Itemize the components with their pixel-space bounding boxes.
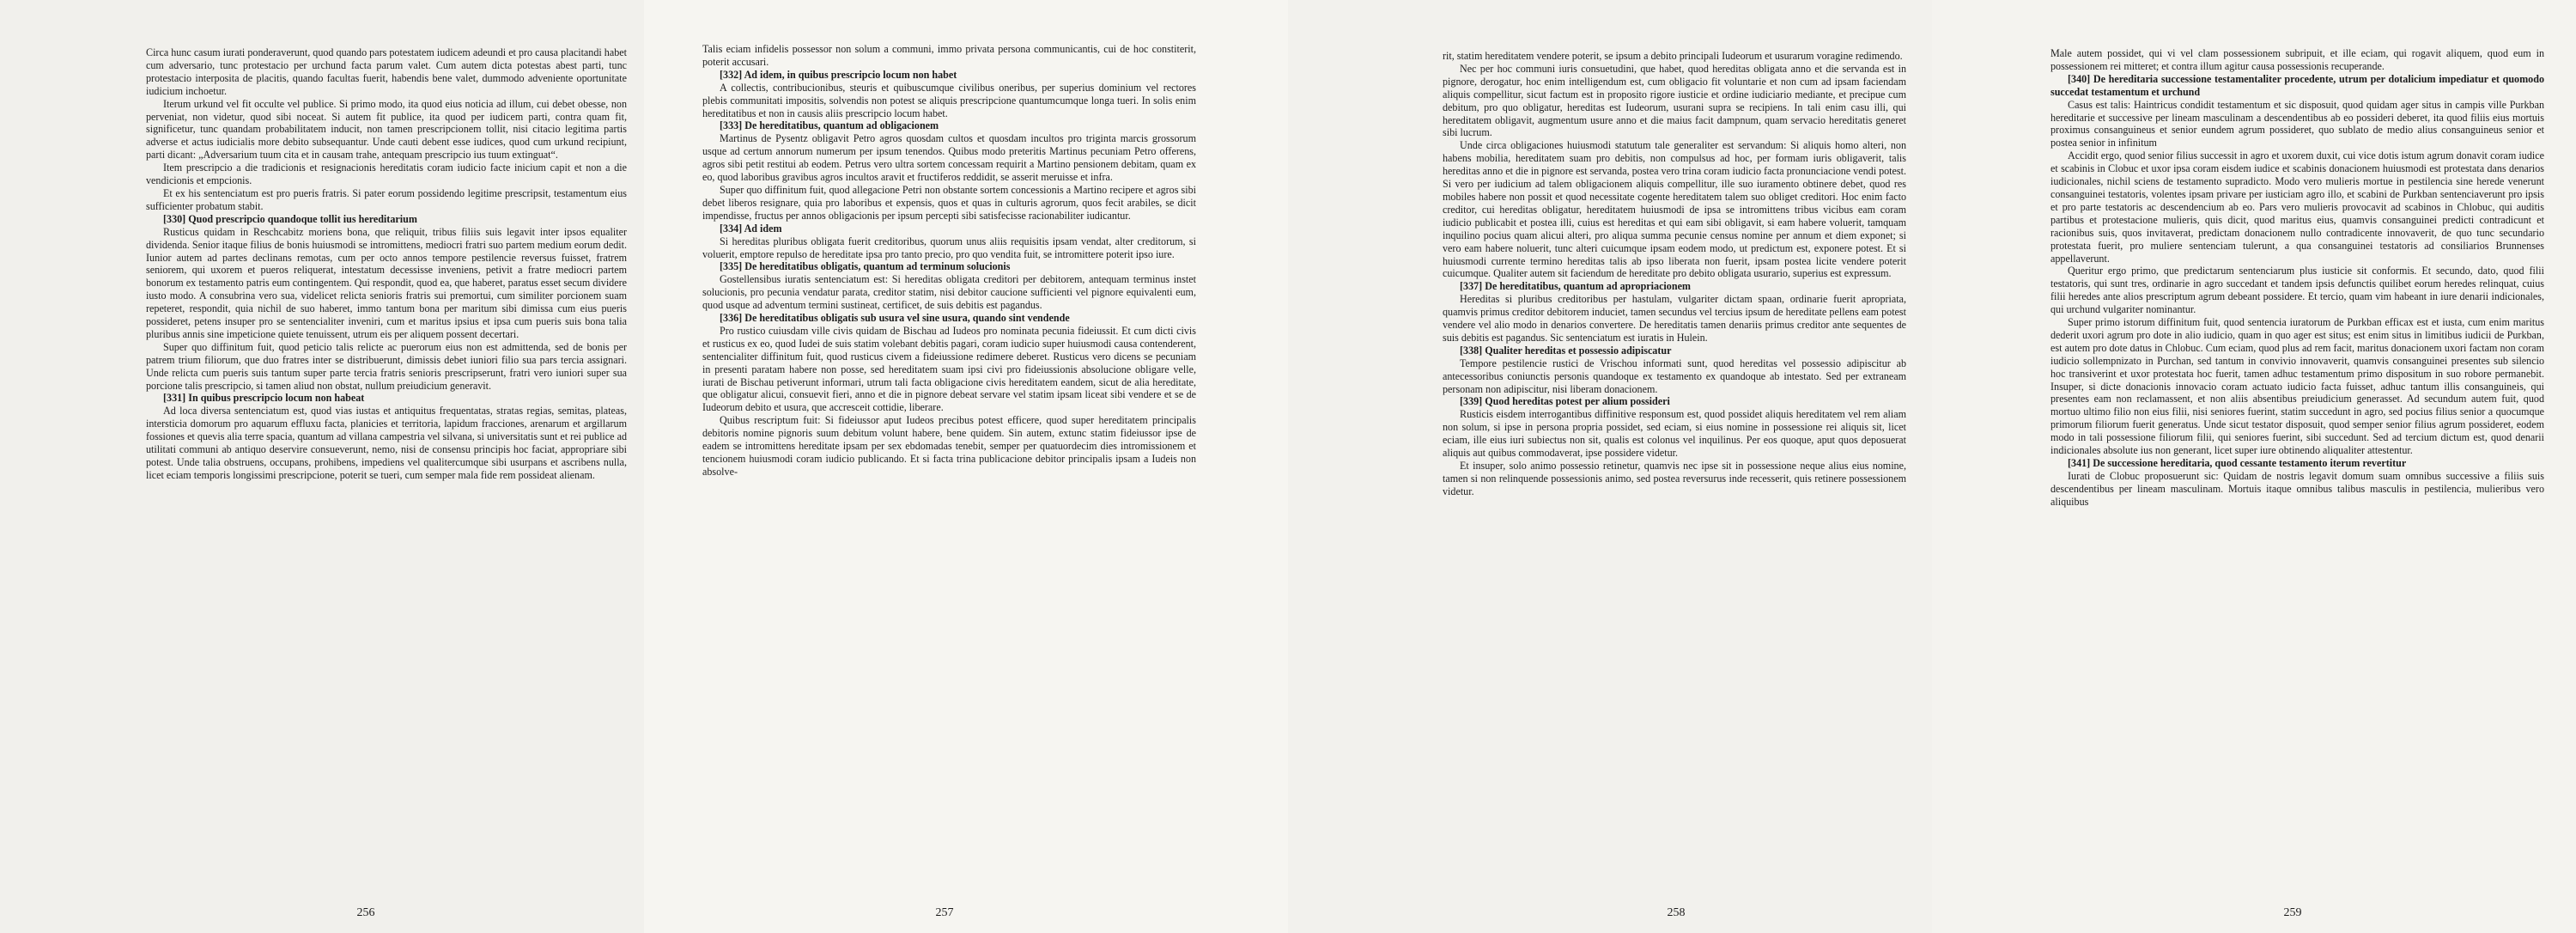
section-number: [338] [1460, 344, 1483, 357]
paragraph: Nec per hoc communi iuris consuetudini, que habet, quod hereditas obligata anno et die servanda est in pignore, derogatur, hoc enim intelligendum est, cum obligacio fit voluntarie et non cum ad ipsam faciendam aliquis compellitur, sicut factum est in proposito rigore iusticie et ordine iudiciario mediante, et precipue cum debitum, pro quo obligatur, hereditas est Iudeorum, usurani supra se recipiens. In tali enim casu illi, qui hereditatem obligavit, augmentum usure anno et die maius facit dampnum, quam servacio hereditatis generet sibi lucrum. [1443, 62, 1906, 139]
section-heading [1443, 280, 1906, 293]
section-title: In quibus prescripcio locum non habeat [188, 392, 365, 405]
section-heading [702, 260, 1196, 273]
paragraph: Accidit ergo, quod senior filius successit in agro et uxorem duxit, cui vice dotis istum agrum donavit coram iudice et scabinis in Clobuc et uxor ipsa coram eisdem iudice et scabinis donacionem huiusmodi est protestata dans denarios iudicionales, nichil sciens de testamento supradicto. Modo vero mulieris mortue in pestilencia sine herede venerunt consanguinei testatoris, volentes ipsam privare per iusticiam agro illo, et scabini de Purkban sentenciaverunt pro ipsis et pro parte testatoris ac descendencium ab eo. Pars vero mulieris provocavit ad scabinos in Chlobuc, qui auditis partibus et protestacione mulieris, quis dicit, quod maritus eius, quamvis consanguinei predicti contradicunt et racionibus suis, quos invitaverat, predictam donacionem nullo contradicente innovaverit, de quo tunc secundario protestata fuerit, pro muliere sentenciam tulerunt, a qua consanguinei testatoris ad consiliarios Brunnenses appellaverunt. [2050, 149, 2544, 265]
paragraph: Iterum urkund vel fit occulte vel publice. Si primo modo, ita quod eius noticia ad illum, cui debet obesse, non perveniat, non videtur, quod sibi noceat. Si autem fit publice, ita quod per iudicem parti, contra quam fit, significetur, tunc quandam probabilitatem inducit, non tamen prescripcionem tollit, nisi citacio legitima partis adverse et actus iudicialis more debito subsequantur. Unde cauti debent esse iudices, quod cum urkund recipiunt, parti dicant: „Adversarium tuum cita et in causam trahe, antequam prescripcio ius tuum extinguat“. [146, 97, 627, 162]
section-heading [1443, 345, 1906, 357]
paragraph: Iurati de Clobuc proposuerunt sic: Quidam de nostris legavit domum suam omnibus successive a filiis suis descendentibus per lineam masculinam. Mortuis itaque omnibus talibus masculis in pestilencia, mulieribus vero aliquibus [2050, 469, 2544, 508]
section-number: [336] [720, 312, 743, 325]
paragraph: Martinus de Pysentz obligavit Petro agros quosdam cultos et quosdam incultos pro triginta marcis grossorum usque ad certum annorum numerum per ipsum tenendos. Quibus modo preteritis Martinus pecuniam Petro offerens, agros sibi petit restitui ab eodem. Petrus vero ultra sortem concessam requirit a Martino pensionem debitam, quam ex eo, quod laboribus gravibus agros incultos aravit et fructiferos reddidit, se asserit meruisse et infra. [702, 132, 1196, 184]
page-text [146, 46, 627, 482]
section-title: De successione hereditaria, quod cessante testamento iterum revertitur [2093, 457, 2407, 469]
page-text [2050, 47, 2544, 509]
section-number: [330] [163, 212, 186, 225]
paragraph: Item prescripcio a die tradicionis et resignacionis hereditatis coram iudicio facte inicium capit et non a die vendicionis et empcionis. [146, 162, 627, 187]
page-number: 256 [356, 906, 375, 919]
section-title: De hereditatibus, quantum ad obligacionem [744, 119, 939, 132]
section-heading [702, 312, 1196, 325]
paragraph: Gostellensibus iuratis sentenciatum est: Si hereditas obligata creditori per debitorem, antequam terminus instet solucionis, pro pecunia vendatur parata, creditor statim, nisi debitor caucione sufficienti vel pignore equivalenti eum, quod usque ad adventum termini sustineat, certificet, de suis debitis est pagandus. [702, 273, 1196, 312]
continued-paragraph: Talis eciam infidelis possessor non solum a communi, immo privata persona communicantis, cui de hoc constiterit, poterit accusari. [702, 43, 1196, 68]
page-text [1443, 50, 1906, 498]
page-number: 258 [1667, 906, 1686, 919]
continued-paragraph: Circa hunc casum iurati ponderaverunt, quod quando pars potestatem iudicem adeundi et pro causa placitandi habet cum adversario, tunc protestacio per urchund facta parum valet. Cum autem dicta potestas abest parti, tunc protestacio interposita de placitis, quando facultas fuerit, habendis bene valet, dummodo adveniente oportunitate iudicium inchoetur. [146, 46, 627, 97]
page-256 [0, 0, 644, 933]
section-title: De hereditatibus obligatis, quantum ad terminum solucionis [744, 260, 1011, 273]
paragraph: Super quo diffinitum fuit, quod allegacione Petri non obstante sortem concessionis a Martino recipere et agros sibi debet liberos resignare, quia pro laboribus et expensis, quos et quas in culturis agrorum, quos fecit arabiles, se dicit impendisse, fructus per annos obligacionis per ipsum percepti sibi satisfecisse racionabiliter iudicantur. [702, 183, 1196, 222]
paragraph: Hereditas si pluribus creditoribus per hastulam, vulgariter dictam spaan, ordinarie fuerit apropriata, quamvis primus creditor debitorem induciet, tamen secundus vel tercius ipsum de hereditate pellens eam potest vendere vel alio modo in denarios convertere. De hereditatis tamen denariis primus creditor ante sequentes de suis debitis est pagandus. Sic sentenciatum est iuratis in Hulein. [1443, 293, 1906, 344]
section-title: De hereditatibus, quantum ad apropriacionem [1485, 280, 1692, 293]
paragraph: Rusticus quidam in Reschcabitz moriens bona, que reliquit, tribus filiis suis legavit inter ipsos equaliter dividenda. Senior itaque filius de bonis huiusmodi se intromittens, mediocri fratri suo partem medium eorum dedit. Iunior autem ad partes declinans remotas, cum per octo annos tempore pestilencie reversus fuisset, fratrem seniorem, qui uxorem et pueros reliquerat, intestatum decessisse inveniens, petivit a fratre mediocri partem bonorum ex testamento patris eum contingentem. Qui respondit, quod ea, que haberet, paratus esset secum dividere iusto modo. A consubrina vero sua, videlicet relicta senioris fratris sui premortui, cum similiter porcionem suam repeteret, respondit, quia nichil de suo haberet, immo tantum bona per maritum sibi dimissa cum eius pueris possideret, petens insuper pro se sentencialiter inveniri, cum et maritus ipsius et ipsa cum pueris suis bona talia pluribus annis sine impeticione quiete tenuissent, utrum eis per aliquem possent decertari. [146, 225, 627, 340]
paragraph: Super primo istorum diffinitum fuit, quod sentencia iuratorum de Purkban efficax est et iusta, cum enim maritus dederit uxori agrum pro dote in alio iudicio, quam in quo ager est situs; est enim situs in limitibus iudicii de Purkban, est autem pro dote datus in Chlobuc. Cum eciam, quod plus ad rem facit, maritus donacionem uxori factam non coram iudicio sollempnizato in Purchan, sed tantum in convivio innovaverit, quamvis consanguinei presentes sub silencio hoc transiverint et uxor protestata hoc fuerit, tamen adhuc testamentum primo dispositum in suo robore permanebit. Insuper, si dicte donacionis innovacio coram actuato iudicio facta fuisset, adhuc tantum illis consanguineis, qui presentes eam non reclamassent, et non aliis absentibus preiudicium generasset. Ad secundum autem fuit, quod mortuo ultimo filio non eius filii, nisi seniores fuerint, statim succedunt in agro, sed pocius filius senior a quocumque primorum filiorum fuerit generatus. Unde sicut testator disposuit, quod semper senior filius agrum possideret, eodem modo in tali possessione filiorum filii, qui seniores fuerint, sibi succedunt. Sed ad tercium dictum est, quod denarii indicionales absolute ius non generant, licet super iure obtinendo aliqualiter attestentur. [2050, 316, 2544, 457]
section-number: [337] [1460, 280, 1483, 293]
section-number: [335] [720, 260, 743, 273]
page-258 [1288, 0, 1932, 933]
page-259 [1932, 0, 2576, 933]
section-title: Ad idem [744, 222, 782, 235]
section-number: [340] [2068, 72, 2091, 85]
paragraph: Et ex his sentenciatum est pro pueris fratris. Si pater eorum possidendo legitime prescripsit, testamentum eius sufficienter probatum stabit. [146, 186, 627, 212]
paragraph: Ad loca diversa sentenciatum est, quod vias iustas et antiquitus frequentatas, stratas regias, semitas, plateas, intersticia domorum pro aquarum effluxu facta, planicies et territoria, lapidum fracciones, arenarum et argillarum fossiones et quevis alia terre spacia, quantum ad villana campestria vel silvana, si universitatis sunt et rei publice ad utilitati communi ab antiquo deservire consueverunt, nemo, nisi de consensu principis hoc faciat, appropriare sibi potest. Unde talia obstruens, occupans, prohibens, impediens vel qualitercumque sibi usurpans et ascribens nulla, licet eciam temporis longissimi prescripcione, poterit se tueri, cum semper mala fide rem possideat alienam. [146, 405, 627, 481]
section-title: Quod hereditas potest per alium possideri [1485, 395, 1670, 408]
paragraph: Et insuper, solo animo possessio retinetur, quamvis nec ipse sit in possessione neque alius eius nomine, tamen si non relinquende possessionis animo, sed postea reversurus inde recesserit, quis retinere possessionem videtur. [1443, 460, 1906, 497]
section-title: Qualiter hereditas et possessio adipiscatur [1485, 344, 1672, 357]
section-number: [333] [720, 119, 743, 132]
section-heading [702, 69, 1196, 82]
paragraph: Unde circa obligaciones huiusmodi statutum tale generaliter est servandum: Si aliquis homo alteri, non habens mobilia, hereditatem suam pro debitis, non compulsus ad hoc, per formam iuris obligaverit, talis hereditas anno et die in pignore est servanda, postea vero trina coram iudicio facta pronunciacione vendi potest. Si vero per iudicium ad talem obligacionem aliquis compellitur, ille suo iuramento obtinere debet, quod res mobiles habere non possit et quod necessitate cogente hereditatem talem suo obliget creditori. Hoc enim facto creditor, cui hereditas obligatur, hereditatem huiusmodi de ipsa se intromittens tribus vicibus eam coram iudicio publicabit et postea illi, cuius est hereditas et qui eam sibi obligavit, si eam habere voluerit, tamquam inquilino pocius quam alicui alteri, pro aliqua summa pecunie census nomine per annum et diem exponet; si vero eam habere noluerit, tunc alteri cuicumque ipsam eodem modo, ut predictum est, exponere potest. Et si huiusmodi currente termino hereditas talis ab ipso liberata non fuerit, ipsam postea licite vendere poterit cuicumque. Qualiter autem sit faciendum de hereditate pro debito obligata usurario, superius est expressum. [1443, 139, 1906, 280]
section-title: Quod prescripcio quandoque tollit ius hereditarium [188, 212, 417, 225]
section-heading [1443, 395, 1906, 408]
section-heading [2050, 73, 2544, 99]
section-title: De hereditaria successione testamentaliter procedente, utrum per dotalicium impediatur et quomodo succedat testamentum et urchund [2050, 72, 2544, 98]
paragraph: Casus est talis: Haintricus condidit testamentum et sic disposuit, quod quidam ager situs in campis ville Purkban hereditarie et successive per lineam masculinam a descendentibus ab eo possideri deberet, ita quod filiis eius mortuis proximus consanguineus et senior eundem agrum possideret, quo sublato de medio alius consanguineus senior et postea senior in infinitum [2050, 98, 2544, 149]
page-257 [644, 0, 1288, 933]
section-title: Ad idem, in quibus prescripcio locum non habet [744, 68, 957, 81]
continued-paragraph: Male autem possidet, qui vi vel clam possessionem subripuit, et ille eciam, qui rogavit aliquem, quod eum in possessionem rei mitteret; et contra illum agitur causa possessionis recuperande. [2050, 47, 2544, 72]
section-heading [702, 119, 1196, 132]
paragraph: A collectis, contribucionibus, steuris et quibuscumque civilibus oneribus, per superius dominium vel rectores plebis communitati impositis, solvendis non potest se aliquis prescripcione quantumcumque longa tueri. In solis enim hereditatibus et non in causis aliis prescripcio locum habet. [702, 81, 1196, 119]
section-number: [339] [1460, 395, 1483, 408]
section-number: [331] [163, 392, 186, 405]
paragraph: Si hereditas pluribus obligata fuerit creditoribus, quorum unus aliis requisitis ipsam vendat, alter creditorum, si voluerit, emptore repulso de hereditate ipsa pro tanto precio, pro quo vendita fuit, se intromittere poterit ipso iure. [702, 235, 1196, 260]
section-heading [2050, 457, 2544, 470]
section-number: [341] [2068, 457, 2091, 469]
paragraph: Queritur ergo primo, que predictarum sentenciarum plus iusticie sit conformis. Et secundo, dato, quod filii testatoris, qui sunt tres, ordinarie in agro succedant et tandem ipsis defunctis quilibet eorum heredes relinquat, cuius filii heredes ante alios prescriptum agrum debeant possidere. Et tercio, quam vim habeant in iure denarii indicionales, qui urchund vulgariter nominantur. [2050, 265, 2544, 316]
section-number: [334] [720, 222, 743, 235]
paragraph: Super quo diffinitum fuit, quod peticio talis relicte ac puerorum eius non est admittenda, sed de bonis per patrem trium filiorum, que duo fratres inter se distribuerunt, dimissis debet iuniori filio sua pars tercia assignari. Unde relicta cum pueris suis tantum super parte tercia fratris senioris prescripserunt, fratri vero iuniori super sua porcione talis prescripcio, si tamen aliud non obstat, nullum preiudicium generavit. [146, 340, 627, 392]
section-heading [146, 213, 627, 226]
paragraph: Pro rustico cuiusdam ville civis quidam de Bischau ad Iudeos pro nominata pecunia fideiussit. Et cum dicti civis et rusticus ex eo, quod Iudei de suis statim volebant debitis pagari, coram iudicio super huiusmodi causa contenderent, sentencialiter diffinitum fuit, quod rusticus civem a fideiussione redimere deberet. Rusticus vero dicens se pecuniam in presenti paratam habere non posse, sed hereditatem suam ipsi civi pro fideiussionis absolucione obligare velle, iurati de Bischau petiverunt informari, utrum tali facta obligacione civis hereditatem eandem, sicut de alia hereditate, que obligatur alicui, consuevit fieri, anno et die in pignore debeat servare vel statim ipsam liceat sibi vendere et se de Iudeorum debito et usura, que accresceit cottidie, liberare. [702, 324, 1196, 414]
section-heading [702, 223, 1196, 235]
page-text [702, 43, 1196, 479]
page-number: 259 [2283, 906, 2302, 919]
section-heading [146, 392, 627, 405]
continued-paragraph: rit, statim hereditatem vendere poterit, se ipsum a debito principali Iudeorum et usurarum voragine redimendo. [1443, 50, 1903, 62]
section-number: [332] [720, 68, 743, 81]
paragraph: Quibus rescriptum fuit: Si fideiussor aput Iudeos precibus potest efficere, quod super hereditatem principalis debitoris nomine pignoris suum debitum volunt habere, bene quidem. Sin autem, extunc statim fideiussor ipse de eadem se intromittens hereditate ipsam per sex ebdomadas tenebit, semper per quatuordecim dies intromissionem et tencionem huiusmodi coram iudicio publicando. Et si facta trina publicacione debitor principalis ipsam a Iudeis non absolve- [702, 414, 1196, 478]
paragraph: Tempore pestilencie rustici de Vrischou informati sunt, quod hereditas vel possessio adipiscitur ab antecessoribus coniunctis personis quandoque ex testamento ex quandoque ab intestato. Sed per extraneam personam non adipiscitur, nisi liberam donacionem. [1443, 357, 1906, 395]
paragraph: Rusticis eisdem interrogantibus diffinitive responsum est, quod possidet aliquis hereditatem vel rem aliam non solum, si ipse in persona propria possidet, sed eciam, si eius nomine in possessione rei aliquis sit, licet eciam, ille eius iuri subiectus non sit, qualis est colonus vel inquilinus. Per eos quoque, aput quos deposuerat aliquis aut quibus commodaverat, ipse possidere videtur. [1443, 408, 1906, 460]
section-title: De hereditatibus obligatis sub usura vel sine usura, quando sint vendende [744, 312, 1070, 325]
page-number: 257 [935, 906, 954, 919]
